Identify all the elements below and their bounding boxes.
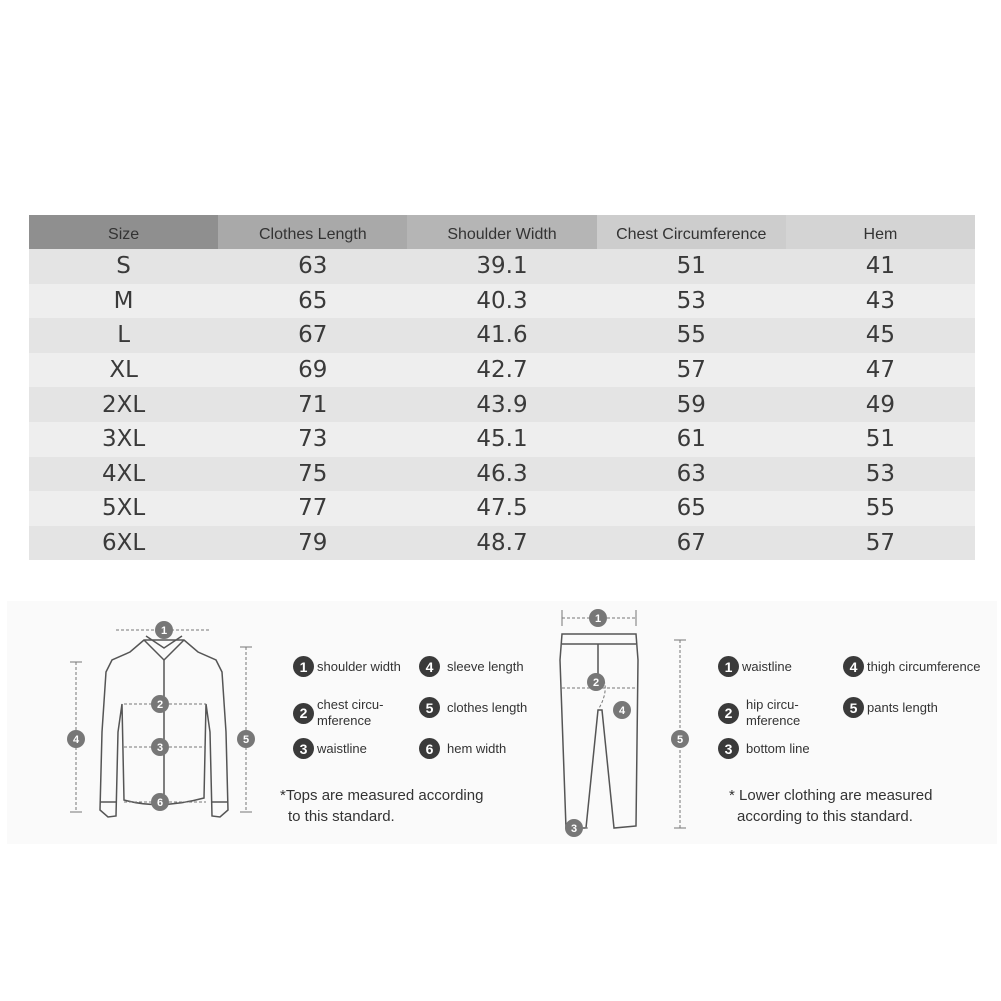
size-cell: L xyxy=(117,322,131,349)
size-cell: 4XL xyxy=(101,460,146,487)
tops-legend-item xyxy=(419,656,524,677)
measurement-cell: 73 xyxy=(298,426,328,453)
tops-legend-item xyxy=(293,656,401,677)
measurement-cell: 43 xyxy=(865,287,896,314)
tops-note-line-1: *Tops are measured according xyxy=(280,787,484,804)
header-chest-circumference: Chest Circumference xyxy=(597,215,786,249)
tops-legend-item xyxy=(293,697,383,729)
table-header-row xyxy=(29,215,975,249)
legend-label: clothes length xyxy=(447,699,528,715)
size-cell: M xyxy=(113,287,134,314)
measurement-cell: 57 xyxy=(865,530,896,557)
pants-note xyxy=(729,785,932,827)
tops-legend-item xyxy=(293,738,367,759)
legend-badge: 4 xyxy=(419,656,440,677)
pants-legend-item xyxy=(718,697,800,729)
measurement-cell: 39.1 xyxy=(476,253,528,280)
shirt-diagram xyxy=(60,612,280,832)
legend-badge: 6 xyxy=(419,738,440,759)
legend-label: bottom line xyxy=(746,740,810,756)
measurement-cell: 63 xyxy=(676,460,706,487)
measurement-cell: 49 xyxy=(865,391,896,418)
measurement-cell: 40.3 xyxy=(476,287,528,314)
table-row xyxy=(29,353,975,388)
table-row xyxy=(29,318,975,353)
pants-note-line-2: according to this standard. xyxy=(737,808,913,825)
measurement-cell: 67 xyxy=(298,322,328,349)
tops-legend-item xyxy=(419,738,506,759)
tops-legend-item xyxy=(419,697,527,718)
measurement-cell: 42.7 xyxy=(476,357,528,384)
legend-label: waistline xyxy=(317,740,367,756)
table-row xyxy=(29,491,975,526)
size-cell: XL xyxy=(109,357,138,384)
size-cell: 3XL xyxy=(101,426,146,453)
measurement-cell: 61 xyxy=(676,426,706,453)
shirt-badge-1: 1 xyxy=(160,625,168,637)
table-row xyxy=(29,457,975,492)
legend-label: chest circu- mference xyxy=(317,697,384,728)
legend-label: sleeve length xyxy=(447,658,524,674)
measurement-cell: 57 xyxy=(676,357,706,384)
legend-label: thigh circumference xyxy=(867,658,981,674)
measurement-cell: 55 xyxy=(865,495,896,522)
measurement-cell: 47.5 xyxy=(476,495,528,522)
shirt-badge-2: 2 xyxy=(156,699,164,711)
legend-label: shoulder width xyxy=(317,658,401,674)
pants-legend-item xyxy=(718,656,792,677)
tops-note-line-2: to this standard. xyxy=(288,808,395,825)
shirt-badge-5: 5 xyxy=(242,734,250,746)
pants-badge-2: 2 xyxy=(592,677,600,689)
pants-legend-item xyxy=(843,697,938,718)
table-row xyxy=(29,249,975,284)
size-cell: S xyxy=(116,253,131,280)
header-hem: Hem xyxy=(786,215,975,249)
legend-label: waistline xyxy=(742,658,792,674)
measurement-cell: 65 xyxy=(676,495,706,522)
legend-badge: 2 xyxy=(718,703,739,724)
measurement-cell: 75 xyxy=(298,460,328,487)
pants-legend-item xyxy=(843,656,980,677)
measurement-cell: 77 xyxy=(298,495,328,522)
measurement-cell: 79 xyxy=(298,530,328,557)
header-clothes-length: Clothes Length xyxy=(218,215,407,249)
size-cell: 5XL xyxy=(101,495,146,522)
pants-diagram xyxy=(550,600,710,845)
tops-note xyxy=(280,785,483,827)
legend-badge: 4 xyxy=(843,656,864,677)
measurement-cell: 41 xyxy=(865,253,896,280)
header-size: Size xyxy=(29,215,218,249)
pants-badge-5: 5 xyxy=(676,734,684,746)
pants-legend-item xyxy=(718,738,810,759)
legend-badge: 3 xyxy=(293,738,314,759)
measurement-cell: 67 xyxy=(676,530,706,557)
size-cell: 6XL xyxy=(101,530,146,557)
legend-label: pants length xyxy=(867,699,938,715)
pants-badge-4: 4 xyxy=(618,705,626,717)
measurement-cell: 46.3 xyxy=(476,460,528,487)
measurement-cell: 53 xyxy=(676,287,706,314)
measurement-cell: 51 xyxy=(865,426,896,453)
measurement-cell: 45 xyxy=(865,322,896,349)
measurement-cell: 53 xyxy=(865,460,896,487)
measurement-cell: 63 xyxy=(298,253,328,280)
measurement-cell: 45.1 xyxy=(476,426,528,453)
table-row xyxy=(29,387,975,422)
legend-label: hem width xyxy=(447,740,507,756)
shirt-badge-6: 6 xyxy=(156,797,164,809)
size-table xyxy=(29,215,975,560)
pants-badge-3: 3 xyxy=(570,823,578,835)
legend-badge: 1 xyxy=(293,656,314,677)
measurement-cell: 59 xyxy=(676,391,706,418)
legend-badge: 2 xyxy=(293,703,314,724)
measurement-cell: 69 xyxy=(298,357,328,384)
pants-badge-1: 1 xyxy=(594,613,602,625)
header-shoulder-width: Shoulder Width xyxy=(407,215,596,249)
size-cell: 2XL xyxy=(101,391,146,418)
table-row xyxy=(29,284,975,319)
measurement-cell: 51 xyxy=(676,253,706,280)
measurement-cell: 43.9 xyxy=(476,391,528,418)
shirt-badge-4: 4 xyxy=(72,734,80,746)
measurement-cell: 41.6 xyxy=(476,322,528,349)
table-body xyxy=(29,249,975,560)
table-row xyxy=(29,526,975,561)
legend-badge: 5 xyxy=(419,697,440,718)
table-row xyxy=(29,422,975,457)
legend-badge: 3 xyxy=(718,738,739,759)
measurement-cell: 55 xyxy=(676,322,706,349)
measurement-cell: 71 xyxy=(298,391,328,418)
measurement-cell: 47 xyxy=(865,357,896,384)
legend-badge: 5 xyxy=(843,697,864,718)
legend-badge: 1 xyxy=(718,656,739,677)
legend-label: hip circu- mference xyxy=(746,697,801,728)
shirt-badge-3: 3 xyxy=(156,742,164,754)
pants-note-line-1: * Lower clothing are measured xyxy=(729,787,933,804)
measurement-cell: 65 xyxy=(298,287,328,314)
measurement-cell: 48.7 xyxy=(476,530,528,557)
